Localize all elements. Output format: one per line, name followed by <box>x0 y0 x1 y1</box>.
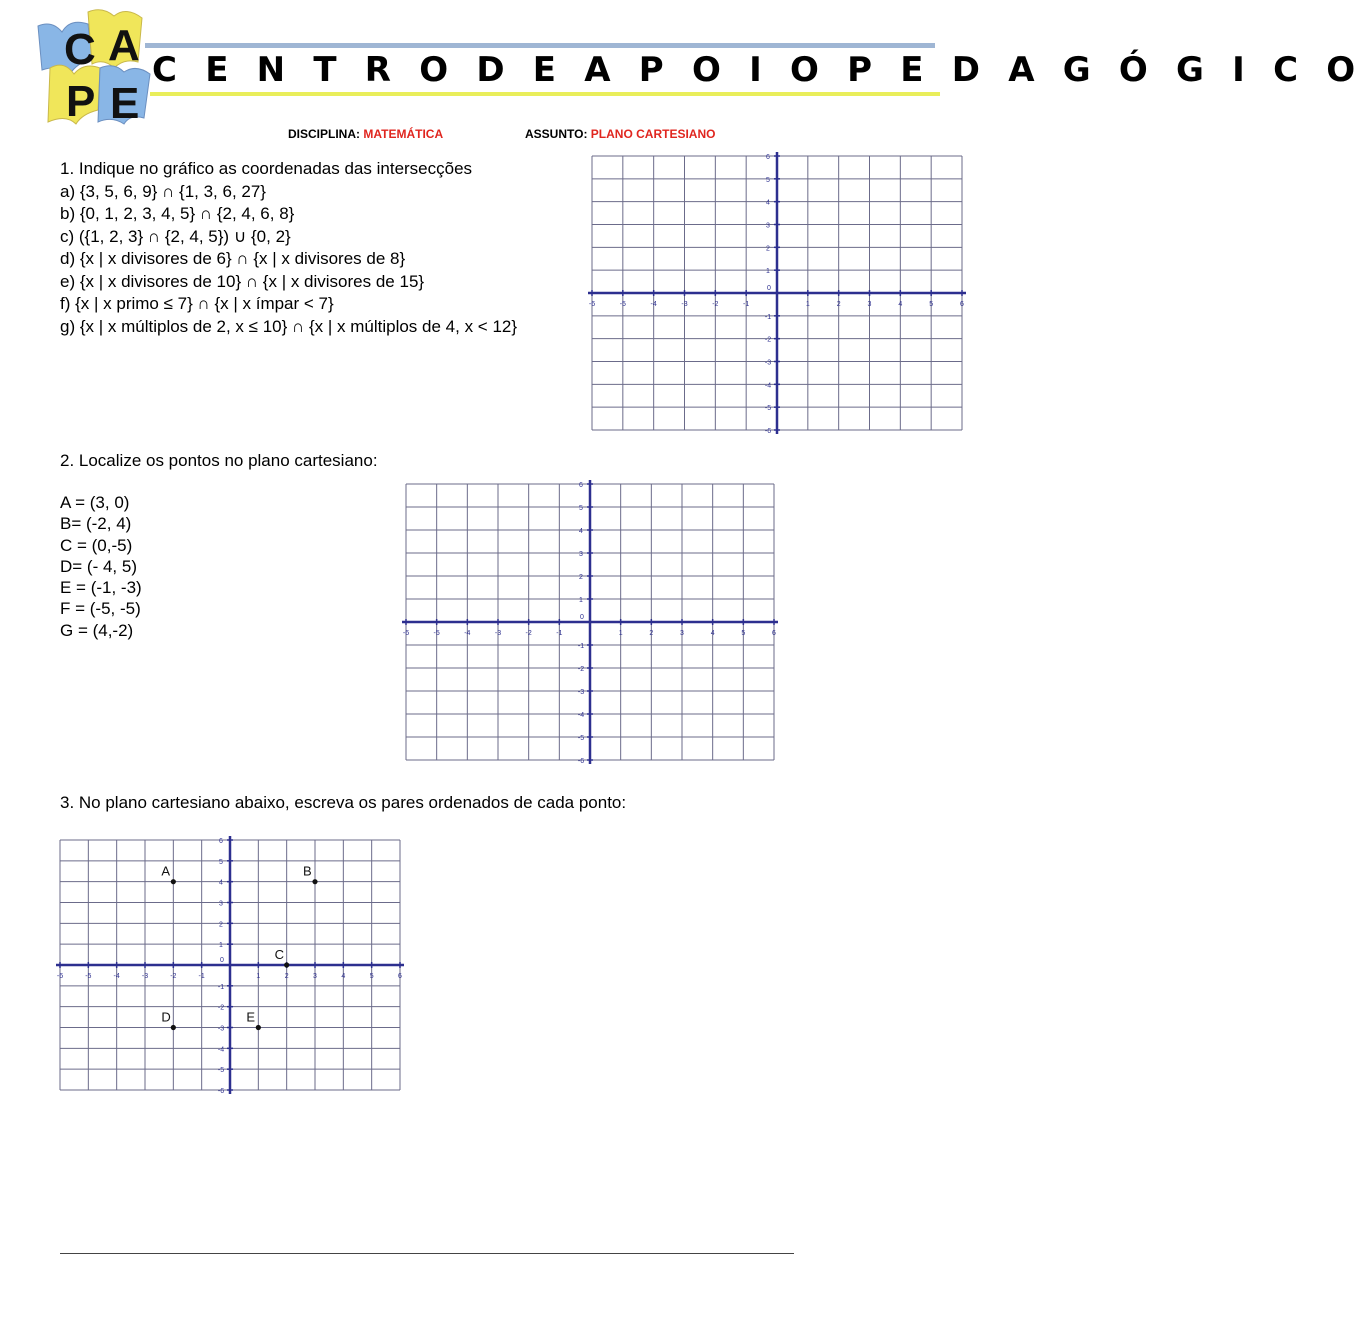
grid2-x-tick-label: 5 <box>741 630 746 637</box>
grid2-y-tick-label: 5 <box>579 505 583 512</box>
grid3-point-e <box>256 1025 261 1030</box>
grid2-y-tick-label: 1 <box>579 597 583 604</box>
grid3-y-tick-label: 4 <box>219 879 223 887</box>
grid1-x-tick-label: -3 <box>681 301 688 308</box>
question-2-points <box>60 492 142 641</box>
discipline-value: MATEMÁTICA <box>363 127 444 141</box>
header-rule-blue <box>145 43 935 48</box>
question-1-item-d: d) {x | x divisores de 6} ∩ {x | x divisores de 8} <box>60 249 406 268</box>
grid2-y-tick-label: 3 <box>579 551 583 558</box>
discipline-label: DISCIPLINA: <box>288 127 360 141</box>
grid2-x-tick-label: 3 <box>680 630 684 637</box>
grid3-point-label: E <box>246 1009 256 1025</box>
grid3-point-label: B <box>303 863 312 879</box>
grid3-y-tick-label: 1 <box>219 942 223 950</box>
point-g-label: G = (4,-2) <box>60 620 134 640</box>
grid2-y-tick-label: -4 <box>577 712 585 719</box>
question-1-item-g: g) {x | x múltiplos de 2, x ≤ 10} ∩ {x | x múltiplos de 4, x < 12} <box>60 316 518 336</box>
grid3-point-b <box>312 879 317 884</box>
grid2-x-tick-label: 4 <box>710 630 715 637</box>
cartesian-grid-3[interactable] <box>54 834 406 1096</box>
grid3-x-tick-label: -3 <box>141 973 149 980</box>
grid1-x-tick-label: 3 <box>867 301 872 308</box>
grid1-x-tick-label: -6 <box>588 301 596 308</box>
footer-rule <box>60 1253 794 1254</box>
grid3-y-tick-label: 2 <box>219 921 223 929</box>
grid1-x-tick-label: -1 <box>743 301 750 308</box>
grid1-origin-label: 0 <box>767 285 771 292</box>
grid1-y-tick-label: 6 <box>766 154 770 161</box>
grid1-y-tick-label: -5 <box>764 405 772 413</box>
grid1-y-tick-label: -6 <box>764 428 772 435</box>
question-1-item-c: c) ({1, 2, 3} ∩ {2, 4, 5}) ∪ {0, 2} <box>60 226 291 246</box>
subject-value: PLANO CARTESIANO <box>590 127 716 141</box>
grid2-x-tick-label: -3 <box>494 630 502 637</box>
logo-letter-p: P <box>66 77 96 126</box>
grid1-y-tick-label: 1 <box>766 268 770 276</box>
grid3-point-c <box>284 962 289 967</box>
grid2-x-tick-label: 6 <box>772 630 776 637</box>
grid1-x-tick-label: -4 <box>650 301 657 308</box>
grid3-origin-label: 0 <box>220 957 224 964</box>
question-1 <box>60 158 517 338</box>
question-3-prompt: 3. No plano cartesiano abaixo, escreva os pares ordenados de cada ponto: <box>60 793 627 812</box>
grid2-x-tick-label: -5 <box>433 630 440 637</box>
grid3-x-tick-label: 2 <box>284 973 289 980</box>
logo-letter-a: A <box>108 21 140 70</box>
grid3-x-tick-label: -5 <box>85 973 92 980</box>
question-2-prompt: 2. Localize os pontos no plano cartesiano: <box>60 451 378 470</box>
grid3-x-tick-label: 6 <box>398 973 402 980</box>
question-1-item-a: a) {3, 5, 6, 9} ∩ {1, 3, 6, 27} <box>60 181 266 201</box>
grid1-y-tick-label: 4 <box>766 199 770 207</box>
subject-meta <box>525 127 715 141</box>
grid1-y-tick-label: -2 <box>764 336 772 344</box>
grid3-y-tick-label: -4 <box>217 1046 225 1054</box>
grid1-y-tick-label: -3 <box>764 359 772 367</box>
grid2-x-tick-label: -1 <box>556 630 563 637</box>
grid3-x-tick-label: 4 <box>341 973 346 980</box>
subject-label: ASSUNTO: <box>525 127 588 141</box>
grid2-y-tick-label: -3 <box>577 689 585 696</box>
point-e-label: E = (-1, -3) <box>60 578 142 598</box>
header-rule-yellow <box>150 92 940 96</box>
grid3-point-a <box>171 879 176 884</box>
point-c-label: C = (0,-5) <box>60 535 133 555</box>
grid2-y-tick-label: -1 <box>577 643 585 650</box>
grid3-y-tick-label: 5 <box>219 858 223 866</box>
point-b-label: B= (-2, 4) <box>60 514 132 534</box>
grid2-x-tick-label: -4 <box>464 630 471 637</box>
grid3-y-tick-label: -2 <box>217 1004 225 1012</box>
grid2-y-tick-label: -2 <box>577 666 585 673</box>
grid2-x-tick-label: -2 <box>525 630 532 637</box>
cape-logo <box>30 6 160 128</box>
grid1-x-tick-label: 4 <box>898 301 903 308</box>
grid3-y-tick-label: -3 <box>217 1025 225 1033</box>
cartesian-grid-1[interactable] <box>588 150 966 434</box>
grid3-y-tick-label: -6 <box>217 1088 225 1095</box>
point-d-label: D= (- 4, 5) <box>60 556 137 576</box>
question-1-item-b: b) {0, 1, 2, 3, 4, 5} ∩ {2, 4, 6, 8} <box>60 204 295 223</box>
grid2-y-tick-label: 6 <box>579 482 583 489</box>
grid3-x-tick-label: 5 <box>369 973 374 980</box>
grid3-point-label: C <box>274 947 285 962</box>
grid3-x-tick-label: 1 <box>256 973 261 980</box>
grid3-point-label: A <box>161 863 171 879</box>
grid1-y-tick-label: 5 <box>766 176 770 184</box>
grid1-x-tick-label: 2 <box>836 301 841 308</box>
discipline-meta <box>288 127 443 141</box>
grid1-x-tick-label: -2 <box>712 301 719 308</box>
logo-letter-e: E <box>110 79 140 128</box>
grid1-x-tick-label: 5 <box>929 301 934 308</box>
grid1-y-tick-label: -4 <box>764 382 772 390</box>
point-f-label: F = (-5, -5) <box>60 599 141 619</box>
header-title: C E N T R O D E A P O I O P E D A G Ó G I C O <box>152 50 1363 90</box>
logo-letter-c: C <box>64 25 96 74</box>
point-a-label: A = (3, 0) <box>60 493 130 512</box>
grid3-x-tick-label: -6 <box>56 973 64 980</box>
grid3-point-d <box>171 1025 176 1030</box>
grid2-y-tick-label: 4 <box>579 528 583 535</box>
grid3-y-tick-label: -1 <box>217 983 225 991</box>
grid3-x-tick-label: -4 <box>113 973 120 980</box>
cartesian-grid-2[interactable] <box>400 478 780 764</box>
grid3-x-tick-label: 3 <box>313 973 317 980</box>
grid2-y-tick-label: 2 <box>579 574 583 581</box>
question-1-item-f: f) {x | x primo ≤ 7} ∩ {x | x ímpar < 7} <box>60 294 334 313</box>
grid3-y-tick-label: 6 <box>219 838 223 845</box>
grid2-x-tick-label: 1 <box>618 630 623 637</box>
grid1-x-tick-label: 6 <box>960 301 964 308</box>
grid3-x-tick-label: -2 <box>170 973 177 980</box>
grid3-y-tick-label: 3 <box>219 900 223 908</box>
grid2-y-tick-label: -6 <box>577 758 585 765</box>
grid1-y-tick-label: 2 <box>766 245 770 253</box>
grid1-y-tick-label: 3 <box>766 222 770 230</box>
grid2-origin-label: 0 <box>580 614 584 621</box>
question-1-item-e: e) {x | x divisores de 10} ∩ {x | x divisores de 15} <box>60 271 425 291</box>
question-1-prompt: 1. Indique no gráfico as coordenadas das intersecções <box>60 159 473 178</box>
grid1-y-tick-label: -1 <box>764 313 772 321</box>
grid1-x-tick-label: 1 <box>805 301 810 308</box>
grid2-x-tick-label: 2 <box>649 630 654 637</box>
grid2-y-tick-label: -5 <box>577 735 585 742</box>
grid3-point-label: D <box>161 1009 171 1025</box>
grid3-y-tick-label: -5 <box>217 1067 225 1075</box>
grid3-x-tick-label: -1 <box>198 973 205 980</box>
grid1-x-tick-label: -5 <box>619 301 626 308</box>
grid2-x-tick-label: -6 <box>402 630 410 637</box>
